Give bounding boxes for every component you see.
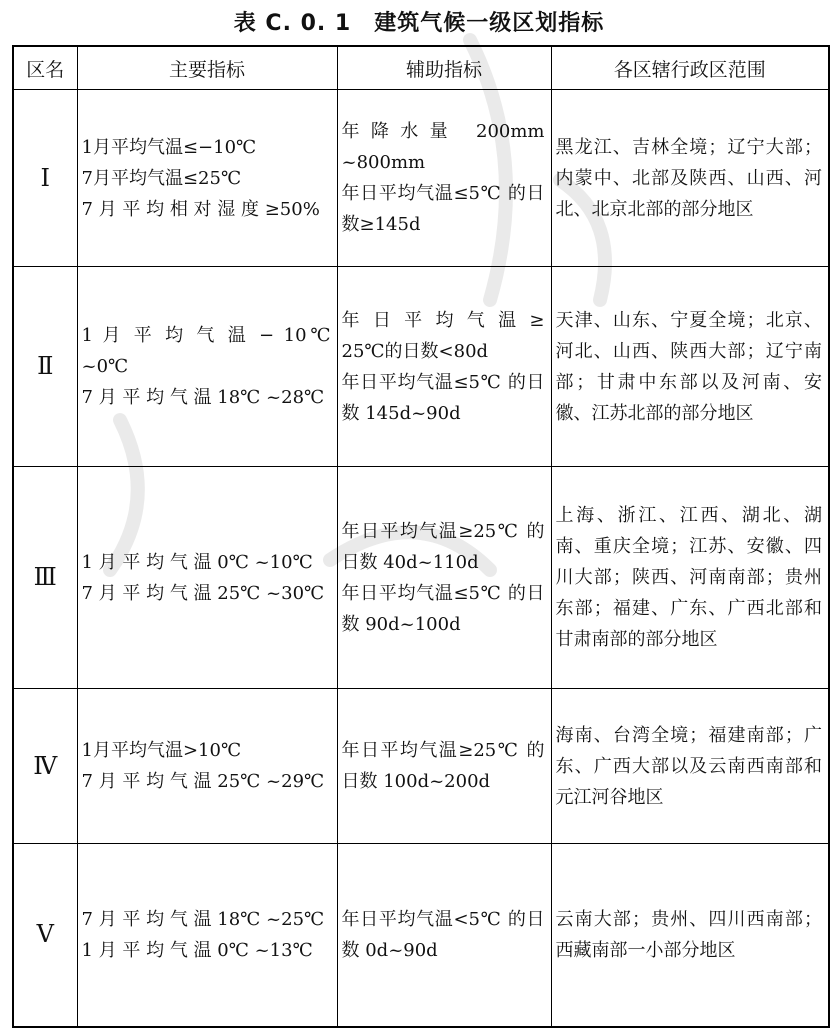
- aux-indicator: 年 日 平 均 气 温 ≥ 25℃的日数<80d: [341, 309, 545, 362]
- main-indicator: 7 月 平 均 气 温 18℃ ~28℃: [81, 387, 325, 408]
- header-admin-regions: 各区辖行政区范围: [551, 46, 829, 90]
- main-indicators: [77, 267, 337, 467]
- aux-indicators: [337, 844, 551, 1027]
- main-indicator: 1月平均气温≤−10℃: [81, 136, 257, 158]
- main-indicator: 7 月 平 均 气 温 25℃ ~30℃: [81, 582, 325, 604]
- main-indicator: 7 月 平 均 相 对 湿 度 ≥50%: [81, 198, 320, 220]
- climate-zoning-table: [12, 45, 830, 1028]
- aux-indicators: [337, 689, 551, 844]
- aux-indicator: 年日平均气温≤5℃ 的日数≥145d: [341, 183, 545, 235]
- header-main-indicators: 主要指标: [77, 46, 337, 90]
- aux-indicator: 年日平均气温≥25℃ 的日数 40d~110d: [341, 520, 545, 573]
- table-row: [13, 844, 829, 1027]
- table-row: [13, 467, 829, 689]
- aux-indicator: 年日平均气温≤5℃ 的日数 90d~100d: [341, 582, 545, 635]
- table-row: [13, 90, 829, 267]
- zone-name: Ⅴ: [13, 844, 77, 1027]
- aux-indicator: 年日平均气温≤5℃ 的日数 145d~90d: [341, 371, 545, 424]
- admin-regions: 上海、浙江、江西、湖北、湖南、重庆全境；江苏、安徽、四川大部；陕西、河南南部；贵州东部；福建、广东、广西北部和甘肃南部的部分地区: [551, 467, 829, 689]
- main-indicator: 1月平均气温>10℃: [81, 740, 242, 761]
- main-indicators: [77, 90, 337, 267]
- aux-indicator: 年降水量 200mm ~800mm: [341, 121, 545, 173]
- aux-indicator: 年日平均气温≥25℃ 的日数 100d~200d: [341, 740, 545, 792]
- admin-regions: 天津、山东、宁夏全境；北京、河北、山西、陕西大部；辽宁南部；甘肃中东部以及河南、安徽、江苏北部的部分地区: [551, 267, 829, 467]
- zone-name: Ⅰ: [13, 90, 77, 267]
- table-row: [13, 689, 829, 844]
- aux-indicators: [337, 90, 551, 267]
- admin-regions: 海南、台湾全境；福建南部；广东、广西大部以及云南西南部和元江河谷地区: [551, 689, 829, 844]
- aux-indicators: [337, 467, 551, 689]
- header-aux-indicators: 辅助指标: [337, 46, 551, 90]
- main-indicator: 1 月 平 均 气 温 0℃ ~10℃: [81, 551, 313, 573]
- table-row: [13, 267, 829, 467]
- table-title: 表 C. 0. 1 建筑气候一级区划指标: [233, 11, 605, 36]
- admin-regions: 黑龙江、吉林全境；辽宁大部；内蒙中、北部及陕西、山西、河北、北京北部的部分地区: [551, 90, 829, 267]
- main-indicators: [77, 689, 337, 844]
- aux-indicator: 年日平均气温<5℃ 的日数 0d~90d: [341, 908, 545, 961]
- main-indicator: 7 月 平 均 气 温 25℃ ~29℃: [81, 771, 325, 792]
- main-indicator: 1 月 平 均 气 温 − 10℃ ~0℃: [81, 325, 331, 377]
- main-indicators: [77, 467, 337, 689]
- header-row: [13, 46, 829, 90]
- admin-regions: 云南大部；贵州、四川西南部；西藏南部一小部分地区: [551, 844, 829, 1027]
- zone-name: Ⅱ: [13, 267, 77, 467]
- header-zone-name: 区名: [13, 46, 77, 90]
- main-indicators: [77, 844, 337, 1027]
- main-indicator: 1 月 平 均 气 温 0℃ ~13℃: [81, 939, 313, 961]
- main-indicator: 7月平均气温≤25℃: [81, 167, 242, 189]
- aux-indicators: [337, 267, 551, 467]
- zone-name: Ⅲ: [13, 467, 77, 689]
- main-indicator: 7 月 平 均 气 温 18℃ ~25℃: [81, 908, 325, 930]
- zone-name: Ⅳ: [13, 689, 77, 844]
